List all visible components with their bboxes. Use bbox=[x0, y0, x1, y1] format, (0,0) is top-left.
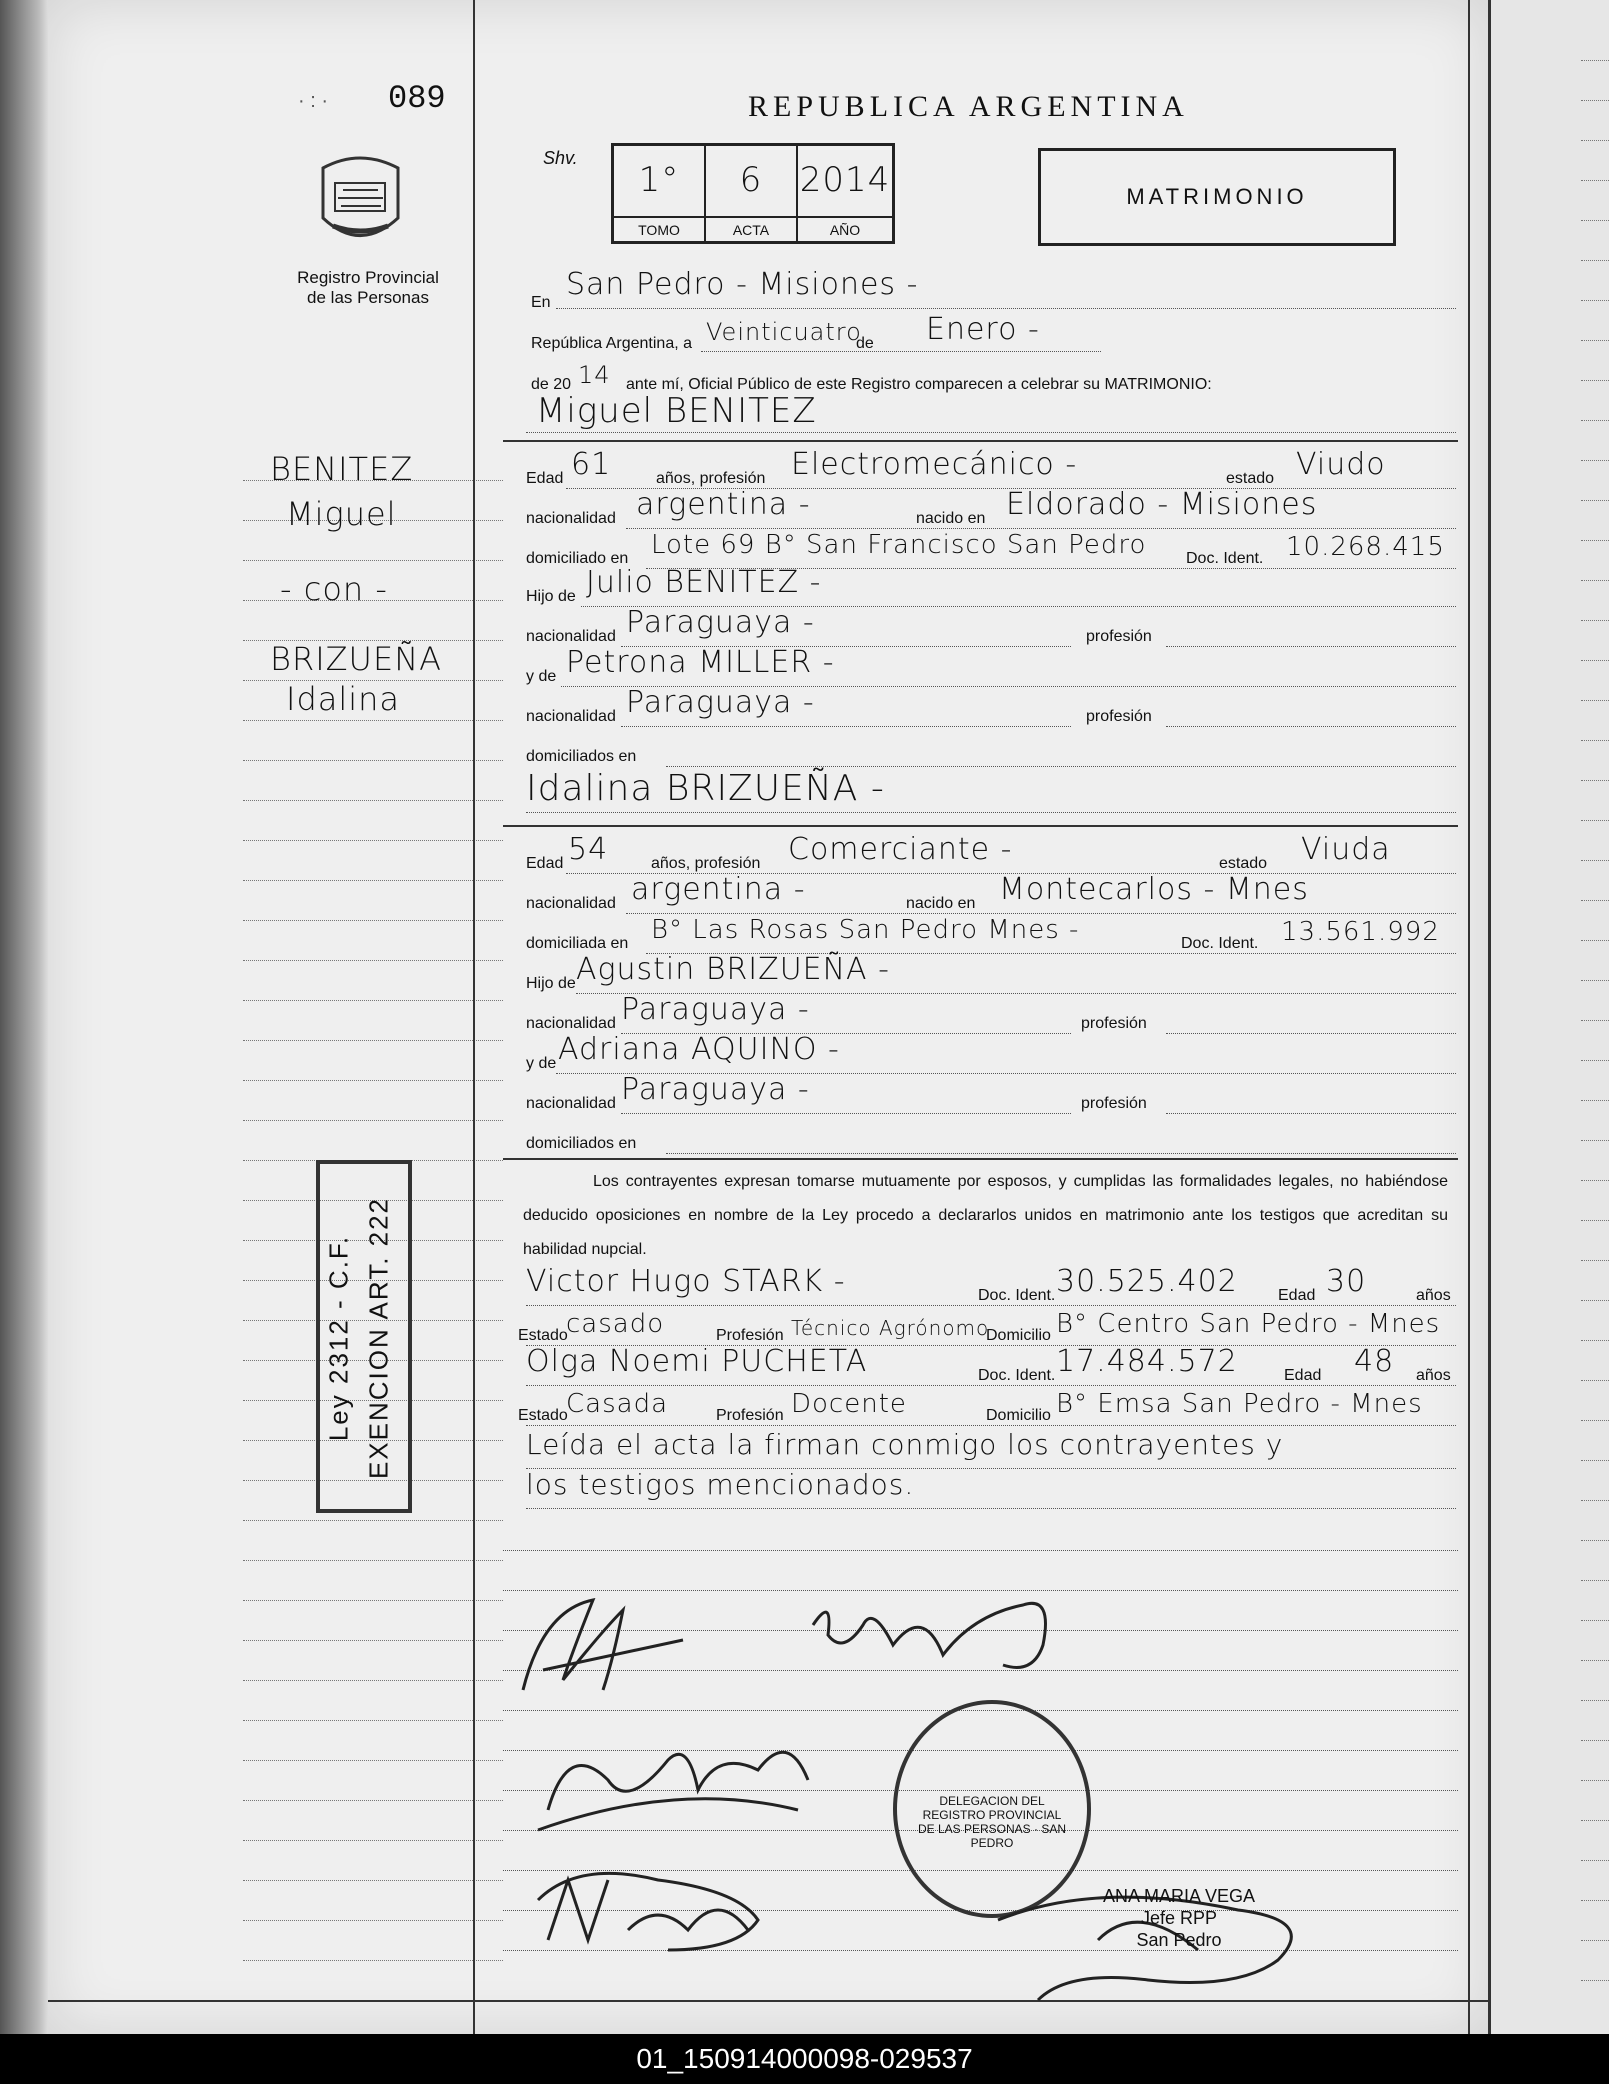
groom-parents-address-row bbox=[526, 728, 1456, 768]
anio-label: AÑO bbox=[798, 216, 892, 243]
witness2-status: Casada bbox=[566, 1389, 669, 1419]
closing-text-1: Leída el acta la firman conmigo los contrayentes y bbox=[526, 1428, 1284, 1461]
groom-father-nationality: Paraguaya - bbox=[626, 605, 815, 640]
adjacent-ruled-line bbox=[1581, 860, 1609, 862]
adjacent-ruled-line bbox=[1581, 620, 1609, 622]
adjacent-ruled-line bbox=[1581, 140, 1609, 142]
registro-label bbox=[258, 268, 478, 308]
profesion-label: años, profesión bbox=[651, 855, 761, 872]
margin-ruled-line bbox=[243, 1880, 503, 1881]
year-prefix: de 20 bbox=[531, 376, 572, 393]
record-box bbox=[611, 143, 895, 244]
bride-nationality: argentina - bbox=[631, 872, 806, 907]
bride-father-row bbox=[526, 952, 1456, 995]
registro-line2: de las Personas bbox=[307, 288, 429, 307]
margin-ruled-line bbox=[243, 920, 503, 921]
margin-note-bride-firstname: Idalina bbox=[286, 680, 401, 718]
estado-label: estado bbox=[1226, 470, 1275, 487]
closing-text-2: los testigos mencionados. bbox=[526, 1468, 915, 1501]
margin-ruled-line bbox=[243, 1120, 503, 1121]
groom-birthplace: Eldorado - Misiones bbox=[1006, 487, 1318, 522]
adjacent-ruled-line bbox=[1581, 1900, 1609, 1902]
bride-mother-nat-row bbox=[526, 1072, 1456, 1115]
abbrev-note: Shv. bbox=[543, 148, 578, 168]
place-value: San Pedro - Misiones - bbox=[566, 267, 919, 302]
document-title: REPUBLICA ARGENTINA bbox=[748, 90, 1189, 123]
adjacent-ruled-line bbox=[1581, 540, 1609, 542]
profesion-label: profesión bbox=[1086, 628, 1152, 645]
adjacent-ruled-line bbox=[1581, 500, 1609, 502]
estado-label: Estado bbox=[518, 1407, 568, 1424]
adjacent-ruled-line bbox=[1581, 1260, 1609, 1262]
margin-ruled-line bbox=[243, 560, 503, 561]
margin-ruled-line bbox=[243, 1640, 503, 1641]
margin-ruled-line bbox=[243, 1040, 503, 1041]
adjacent-ruled-line bbox=[1581, 1180, 1609, 1182]
adjacent-ruled-line bbox=[1581, 1660, 1609, 1662]
doc-label: Doc. Ident. bbox=[978, 1287, 1056, 1304]
adjacent-ruled-line bbox=[1581, 340, 1609, 342]
oval-seal-text: DELEGACION DEL REGISTRO PROVINCIAL DE LAS PERSONAS · SAN PEDRO bbox=[917, 1794, 1067, 1850]
adjacent-ruled-line bbox=[1581, 1700, 1609, 1702]
domiciliados-label: domiciliados en bbox=[526, 1135, 637, 1152]
adjacent-ruled-line bbox=[1581, 1980, 1609, 1982]
witness2-detail-row bbox=[518, 1385, 1456, 1425]
domicilio-label: Domicilio bbox=[986, 1327, 1051, 1344]
adjacent-ruled-line bbox=[1581, 700, 1609, 702]
profesion-label: años, profesión bbox=[656, 470, 766, 487]
bride-age-row bbox=[526, 832, 1456, 875]
margin-note-bride-surname: BRIZUEÑA bbox=[270, 640, 443, 678]
official-title: Jefe RPP bbox=[1141, 1908, 1218, 1928]
nacionalidad-label: nacionalidad bbox=[526, 1095, 616, 1112]
adjacent-ruled-line bbox=[1581, 1460, 1609, 1462]
matrimonio-box: MATRIMONIO bbox=[1038, 148, 1396, 246]
doc-label: Doc. Ident. bbox=[1181, 935, 1259, 952]
acta-value: 6 bbox=[706, 146, 798, 216]
margin-ruled-line bbox=[243, 800, 503, 801]
adjacent-ruled-line bbox=[1581, 1860, 1609, 1862]
de-label: de bbox=[856, 335, 874, 352]
page-frame-left bbox=[473, 0, 475, 2034]
tomo-label: TOMO bbox=[614, 216, 706, 243]
anios-label: años bbox=[1416, 1287, 1451, 1304]
adjacent-ruled-line bbox=[1581, 1020, 1609, 1022]
bride-address-row bbox=[526, 915, 1456, 955]
adjacent-ruled-line bbox=[1581, 300, 1609, 302]
adjacent-ruled-line bbox=[1581, 660, 1609, 662]
official-stamp bbox=[1103, 1885, 1255, 1951]
adjacent-ruled-line bbox=[1581, 1380, 1609, 1382]
adjacent-ruled-line bbox=[1581, 1060, 1609, 1062]
bride-birthplace: Montecarlos - Mnes bbox=[999, 872, 1309, 907]
groom-address-row bbox=[526, 530, 1456, 570]
adjacent-ruled-line bbox=[1581, 1220, 1609, 1222]
bride-parents-address-row bbox=[526, 1115, 1456, 1155]
day-value: Veinticuatro bbox=[706, 318, 862, 346]
nacionalidad-label: nacionalidad bbox=[526, 708, 616, 725]
adjacent-ruled-line bbox=[1581, 580, 1609, 582]
margin-note-con: - con - bbox=[280, 570, 388, 608]
margin-ruled-line bbox=[243, 880, 503, 881]
declaration-text: Los contrayentes expresan tomarse mutuamente por esposos, y cumplidas las formalidades legales, no habiéndose deducido oposiciones en nombre de la Ley procedo a declararlos unidos en matrimonio ante los testigos que acreditan su habilidad nupcial. bbox=[523, 1173, 1448, 1258]
anio-value: 2014 bbox=[799, 160, 891, 200]
adjacent-ruled-line bbox=[1581, 1140, 1609, 1142]
bride-profession: Comerciante - bbox=[788, 832, 1013, 867]
adjacent-ruled-line bbox=[1581, 460, 1609, 462]
document-page bbox=[48, 0, 1488, 2034]
witness2-doc: 17.484.572 bbox=[1056, 1344, 1238, 1379]
adjacent-ruled-line bbox=[1581, 1500, 1609, 1502]
nacionalidad-label: nacionalidad bbox=[526, 895, 616, 912]
closing-line1 bbox=[526, 1428, 1456, 1468]
en-label: En bbox=[531, 294, 551, 311]
adjacent-ruled-line bbox=[1581, 1300, 1609, 1302]
bride-father: Agustin BRIZUEÑA - bbox=[576, 952, 890, 987]
margin-note-firstname: Miguel bbox=[286, 495, 397, 533]
margin-ruled-line bbox=[243, 1760, 503, 1761]
margin-ruled-line bbox=[243, 720, 503, 721]
nacionalidad-label: nacionalidad bbox=[526, 510, 616, 527]
witness2-profession: Docente bbox=[791, 1389, 907, 1419]
witness1-age: 30 bbox=[1326, 1264, 1367, 1299]
ley-exencion-stamp bbox=[316, 1160, 412, 1513]
adjacent-ruled-line bbox=[1581, 180, 1609, 182]
witness1-signature bbox=[528, 1720, 828, 1840]
margin-ruled-line bbox=[243, 1600, 503, 1601]
bride-mother-nationality: Paraguaya - bbox=[621, 1072, 810, 1107]
page-frame-right bbox=[1468, 0, 1470, 2034]
groom-mother-nat-row bbox=[526, 685, 1456, 728]
month-value: Enero - bbox=[926, 312, 1040, 347]
witness2-address: B° Emsa San Pedro - Mnes bbox=[1056, 1389, 1423, 1419]
bride-mother: Adriana AQUINO - bbox=[558, 1032, 840, 1067]
margin-ruled-line bbox=[243, 1680, 503, 1681]
margin-ruled-line bbox=[243, 1920, 503, 1921]
adjacent-ruled-line bbox=[1581, 60, 1609, 62]
acta-label: ACTA bbox=[706, 216, 798, 243]
doc-label: Doc. Ident. bbox=[1186, 550, 1264, 567]
margin-ruled-line bbox=[243, 1080, 503, 1081]
nacionalidad-label: nacionalidad bbox=[526, 1015, 616, 1032]
profesion-label: profesión bbox=[1081, 1015, 1147, 1032]
adjacent-ruled-line bbox=[1581, 1740, 1609, 1742]
margin-ruled-line bbox=[243, 1960, 503, 1961]
estado-label: Estado bbox=[518, 1327, 568, 1344]
witness1-name-row bbox=[526, 1265, 1456, 1305]
groom-mother-nationality: Paraguaya - bbox=[626, 685, 815, 720]
tomo-value: 1° bbox=[614, 146, 706, 216]
intro-place-row bbox=[526, 267, 1456, 311]
witness1-profession: Técnico Agrónomo bbox=[791, 1316, 990, 1340]
adjacent-ruled-line bbox=[1581, 740, 1609, 742]
closing-line2 bbox=[526, 1468, 1456, 1508]
domiciliados-label: domiciliados en bbox=[526, 748, 637, 765]
adjacent-ruled-line bbox=[1581, 1540, 1609, 1542]
hijo-label: Hijo de bbox=[526, 975, 576, 992]
groom-mother-row bbox=[526, 645, 1456, 688]
intro-date-row bbox=[526, 312, 1456, 355]
groom-nationality-row bbox=[526, 487, 1456, 530]
bride-mother-row bbox=[526, 1032, 1456, 1075]
margin-ruled-line bbox=[243, 1520, 503, 1521]
adjacent-ruled-line bbox=[1581, 1420, 1609, 1422]
adjacent-ruled-line bbox=[1581, 1820, 1609, 1822]
bride-address: B° Las Rosas San Pedro Mnes - bbox=[651, 915, 1080, 945]
adjacent-ruled-line bbox=[1581, 1780, 1609, 1782]
edad-label: Edad bbox=[1278, 1287, 1316, 1304]
groom-status: Viudo bbox=[1296, 447, 1386, 482]
witness2-signature bbox=[518, 1840, 798, 1960]
profesion-label: Profesión bbox=[716, 1407, 784, 1424]
margin-ruled-line bbox=[243, 1800, 503, 1801]
profesion-label: profesión bbox=[1081, 1095, 1147, 1112]
estado-label: estado bbox=[1219, 855, 1268, 872]
domiciliado-label: domiciliado en bbox=[526, 550, 629, 567]
bride-signature bbox=[803, 1585, 1063, 1695]
groom-mother: Petrona MILLER - bbox=[566, 645, 835, 680]
witness2-name-row bbox=[526, 1345, 1456, 1385]
groom-name-row bbox=[526, 392, 1456, 432]
adjacent-ruled-line bbox=[1581, 1620, 1609, 1622]
witness1-address: B° Centro San Pedro - Mnes bbox=[1056, 1309, 1441, 1339]
profesion-label: Profesión bbox=[716, 1327, 784, 1344]
domiciliada-label: domiciliada en bbox=[526, 935, 629, 952]
edad-label: Edad bbox=[526, 470, 564, 487]
margin-dots: · : · bbox=[298, 90, 328, 112]
folio-number: 089 bbox=[388, 80, 446, 117]
yde-label: y de bbox=[526, 1055, 557, 1072]
margin-ruled-line bbox=[243, 1720, 503, 1721]
ley-stamp-line2: EXENCION ART. 222 bbox=[363, 1196, 394, 1480]
witness2-name: Olga Noemi PUCHETA bbox=[526, 1344, 868, 1379]
doc-label: Doc. Ident. bbox=[978, 1367, 1056, 1384]
registro-line1: Registro Provincial bbox=[297, 268, 439, 287]
edad-label: Edad bbox=[1284, 1367, 1322, 1384]
bride-status: Viuda bbox=[1301, 832, 1391, 867]
margin-ruled-line bbox=[243, 840, 503, 841]
provincial-seal-icon bbox=[313, 148, 408, 253]
adjacent-ruled-line bbox=[1581, 380, 1609, 382]
margin-ruled-line bbox=[243, 1000, 503, 1001]
adjacent-ruled-line bbox=[1581, 980, 1609, 982]
hijo-label: Hijo de bbox=[526, 588, 576, 605]
official-name: ANA MARIA VEGA bbox=[1103, 1886, 1256, 1906]
groom-address: Lote 69 B° San Francisco San Pedro bbox=[651, 530, 1147, 560]
nacido-label: nacido en bbox=[916, 510, 986, 527]
margin-ruled-line bbox=[243, 1840, 503, 1841]
groom-father: Julio BENITEZ - bbox=[586, 565, 822, 600]
witness1-doc: 30.525.402 bbox=[1056, 1264, 1238, 1299]
adjacent-ruled-line bbox=[1581, 260, 1609, 262]
adjacent-ruled-line bbox=[1581, 1340, 1609, 1342]
margin-note-surname: BENITEZ bbox=[270, 450, 414, 488]
adjacent-ruled-line bbox=[1581, 1580, 1609, 1582]
adjacent-ruled-line bbox=[1581, 900, 1609, 902]
margin-ruled-line bbox=[243, 760, 503, 761]
bride-father-nat-row bbox=[526, 992, 1456, 1035]
groom-doc: 10.268.415 bbox=[1286, 532, 1445, 562]
bride-name-row bbox=[526, 770, 1456, 810]
groom-father-nat-row bbox=[526, 605, 1456, 648]
adjacent-ruled-line bbox=[1581, 820, 1609, 822]
official-place: San Pedro bbox=[1136, 1930, 1222, 1950]
witness1-name: Victor Hugo STARK - bbox=[526, 1264, 846, 1299]
groom-nationality: argentina - bbox=[636, 487, 811, 522]
anios-label: años bbox=[1416, 1367, 1451, 1384]
file-caption: 01_150914000098-029537 bbox=[0, 2034, 1609, 2084]
margin-ruled-line bbox=[243, 960, 503, 961]
adjacent-page bbox=[1488, 0, 1609, 2034]
groom-age-row bbox=[526, 447, 1456, 490]
adjacent-ruled-line bbox=[1581, 100, 1609, 102]
adjacent-ruled-line bbox=[1581, 780, 1609, 782]
adjacent-ruled-line bbox=[1581, 420, 1609, 422]
adjacent-ruled-line bbox=[1581, 940, 1609, 942]
book-binding bbox=[0, 0, 48, 2034]
margin-ruled-line bbox=[243, 1560, 503, 1561]
adjacent-ruled-line bbox=[1581, 220, 1609, 222]
bride-doc: 13.561.992 bbox=[1281, 917, 1440, 947]
bride-nationality-row bbox=[526, 872, 1456, 915]
nacionalidad-label: nacionalidad bbox=[526, 628, 616, 645]
republica-label: República Argentina, a bbox=[531, 335, 692, 352]
bride-father-nationality: Paraguaya - bbox=[621, 992, 810, 1027]
adjacent-ruled-line bbox=[1581, 1100, 1609, 1102]
profesion-label: profesión bbox=[1086, 708, 1152, 725]
edad-label: Edad bbox=[526, 855, 564, 872]
signature-ruled-line bbox=[503, 1550, 1458, 1551]
witness2-age: 48 bbox=[1354, 1344, 1395, 1379]
intro-sentence: ante mí, Oficial Público de este Registro comparecen a celebrar su MATRIMONIO: bbox=[626, 376, 1212, 393]
yde-label: y de bbox=[526, 668, 557, 685]
groom-profession: Electromecánico - bbox=[791, 447, 1078, 482]
groom-signature bbox=[503, 1570, 703, 1710]
groom-name: Miguel BENITEZ bbox=[536, 391, 817, 431]
ley-stamp-line1: Ley 2312 - C.F. bbox=[323, 1234, 354, 1442]
domicilio-label: Domicilio bbox=[986, 1407, 1051, 1424]
adjacent-ruled-line bbox=[1581, 1940, 1609, 1942]
witness1-detail-row bbox=[518, 1305, 1456, 1345]
year-suffix: 14 bbox=[578, 361, 611, 389]
bride-name: Idalina BRIZUEÑA - bbox=[526, 768, 885, 809]
nacido-label: nacido en bbox=[906, 895, 976, 912]
bride-age: 54 bbox=[568, 832, 609, 867]
groom-age: 61 bbox=[571, 447, 612, 482]
groom-father-row bbox=[526, 565, 1456, 608]
witness1-status: casado bbox=[566, 1309, 665, 1339]
